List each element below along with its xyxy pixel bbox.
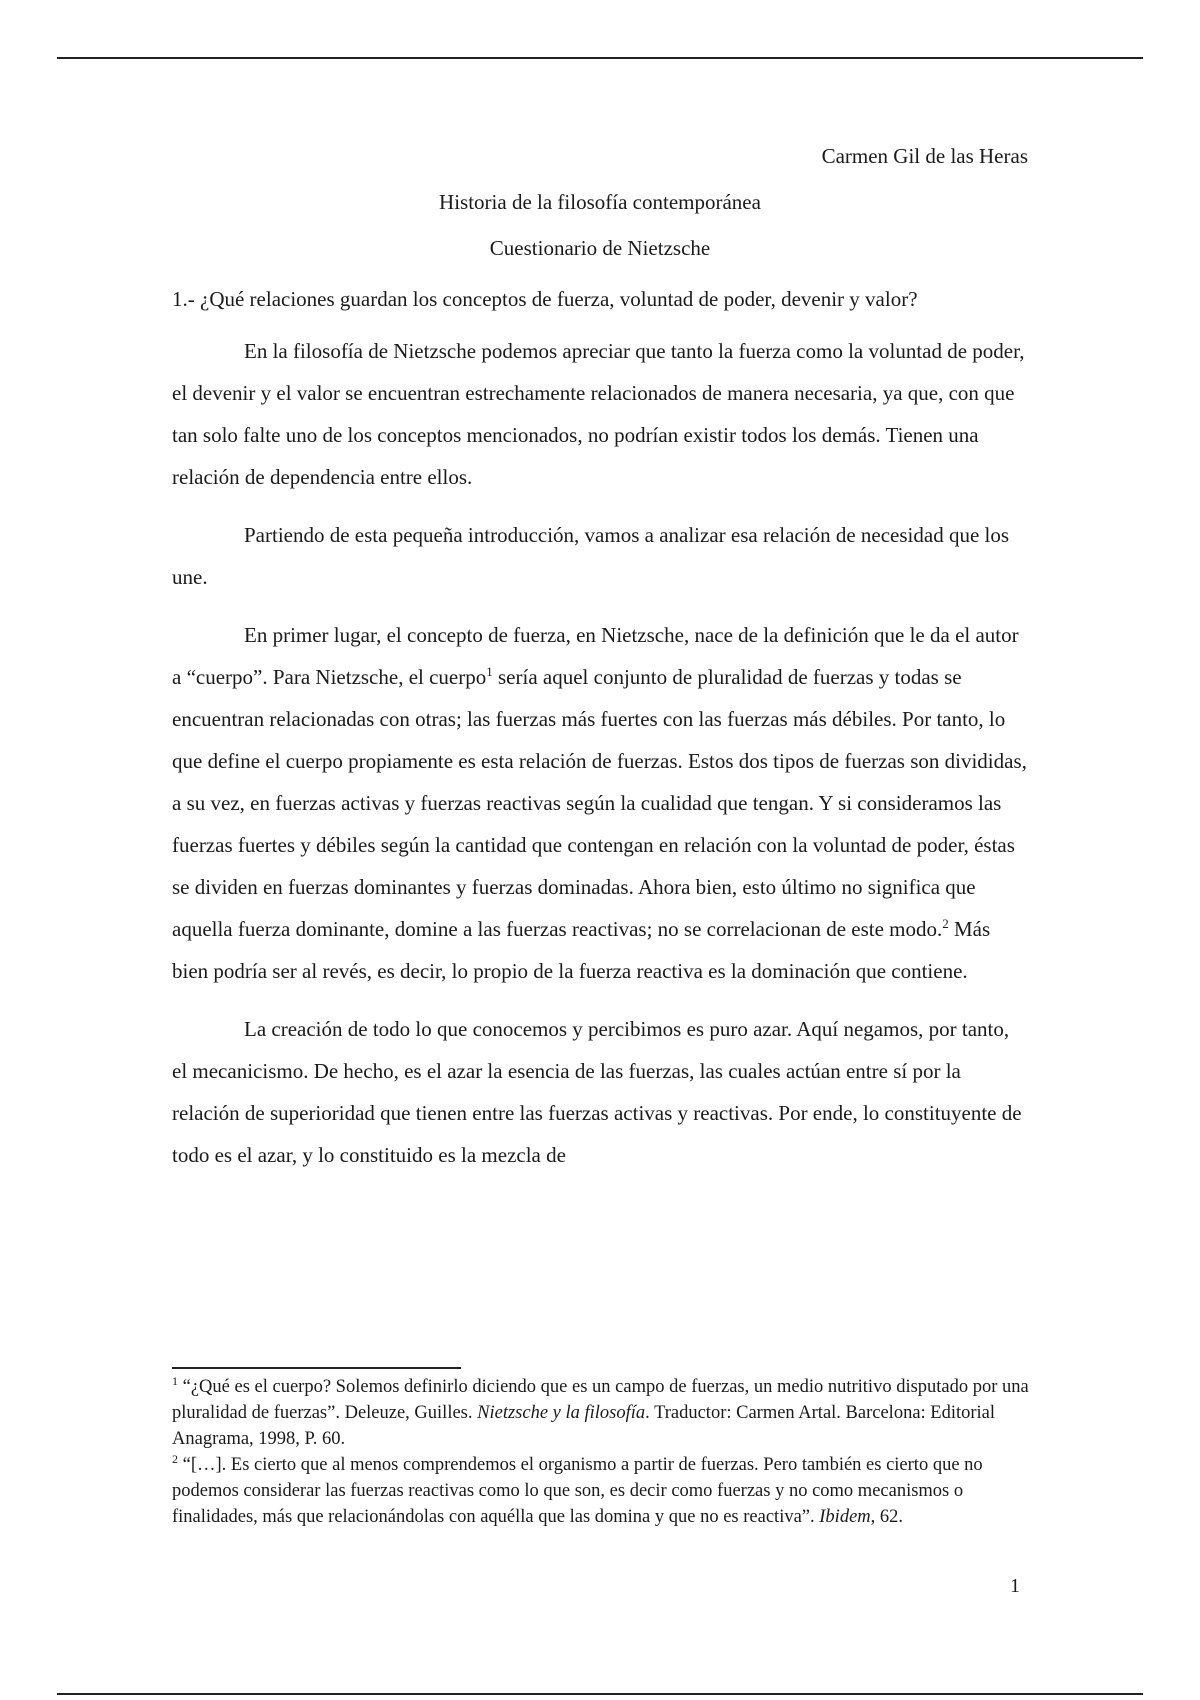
footnote-1-number: 1 <box>172 1374 178 1388</box>
paragraph-1: En la filosofía de Nietzsche podemos apreciar que tanto la fuerza como la voluntad de poder, el devenir y el valor se encuentran estrechamente relacionados de manera necesaria, ya que, con que tan solo falte uno de los conceptos mencionados, no podrían existir todos los demás. Tienen una relación de dependencia entre ellos. <box>172 339 1025 489</box>
footnote-2-rest: , 62. <box>870 1507 904 1527</box>
page-number: 1 <box>1010 1575 1020 1597</box>
author-name: Carmen Gil de las Heras <box>821 144 1028 168</box>
bottom-rule <box>57 1693 1143 1695</box>
footnote-1-book-title: Nietzsche y la filosofía <box>477 1403 646 1423</box>
footnote-separator <box>172 1367 461 1369</box>
footnotes <box>172 1374 1032 1530</box>
paragraph-3 <box>172 614 1028 992</box>
course-title: Historia de la filosofía contemporánea <box>439 190 761 214</box>
footnote-2-ibidem: Ibidem <box>819 1507 871 1527</box>
footnote-1-rest: . Traductor: Carmen Artal. Barcelona: Editorial Anagrama, 1998, P. 60. <box>172 1403 996 1449</box>
document-title: Cuestionario de Nietzsche <box>489 236 711 260</box>
top-rule <box>57 57 1143 59</box>
footnote-2 <box>172 1452 1032 1530</box>
paragraph-3-part-c: Más bien podría ser al revés, es decir, lo propio de la fuerza reactiva es la dominación que contiene. <box>172 917 991 983</box>
question-heading: 1.- ¿Qué relaciones guardan los conceptos de fuerza, voluntad de poder, devenir y valor? <box>172 287 918 311</box>
paragraph-4: La creación de todo lo que conocemos y percibimos es puro azar. Aquí negamos, por tanto, el mecanicismo. De hecho, es el azar la esencia de las fuerzas, las cuales actúan entre sí por la relación de superioridad que tienen entre las fuerzas activas y reactivas. Por ende, lo constituyente de todo es el azar, y lo constituido es la mezcla de <box>172 1017 1022 1167</box>
footnote-ref-2[interactable]: 2 <box>942 916 949 931</box>
document-body <box>172 140 1028 1192</box>
footnote-1-text: “¿Qué es el cuerpo? Solemos definirlo diciendo que es un campo de fuerzas, un medio nutritivo disputado por una pluralidad de fuerzas”. Deleuze, Guilles. <box>172 1377 1029 1423</box>
footnote-1 <box>172 1374 1032 1452</box>
footnote-ref-1[interactable]: 1 <box>486 664 493 679</box>
paragraph-3-part-b: sería aquel conjunto de pluralidad de fuerzas y todas se encuentran relacionadas con otras; las fuerzas más fuertes con las fuerzas más débiles. Por tanto, lo que define el cuerpo propiamente es esta relación de fuerzas. Estos dos tipos de fuerzas son divididas, a su vez, en fuerzas activas y fuerzas reactivas según la cualidad que tengan. Y si consideramos las fuerzas fuertes y débiles según la cantidad que contengan en relación con la voluntad de poder, éstas se dividen en fuerzas dominantes y fuerzas dominadas. Ahora bien, esto último no significa que aquella fuerza dominante, domine a las fuerzas reactivas; no se correlacionan de este modo. <box>172 665 1027 941</box>
footnote-2-number: 2 <box>172 1452 178 1466</box>
footnote-2-text: “[…]. Es cierto que al menos comprendemos el organismo a partir de fuerzas. Pero también es cierto que no podemos considerar las fuerzas reactivas como lo que son, es decir como fuerzas y no como mecanismos o finalidades, más que relacionándolas con aquélla que las domina y que no es reactiva”. <box>172 1455 983 1527</box>
paragraph-3-part-a: En primer lugar, el concepto de fuerza, en Nietzsche, nace de la definición que le da el autor a “cuerpo”. Para Nietzsche, el cuerpo <box>172 623 1019 689</box>
paragraph-2: Partiendo de esta pequeña introducción, vamos a analizar esa relación de necesidad que los une. <box>172 523 1010 589</box>
